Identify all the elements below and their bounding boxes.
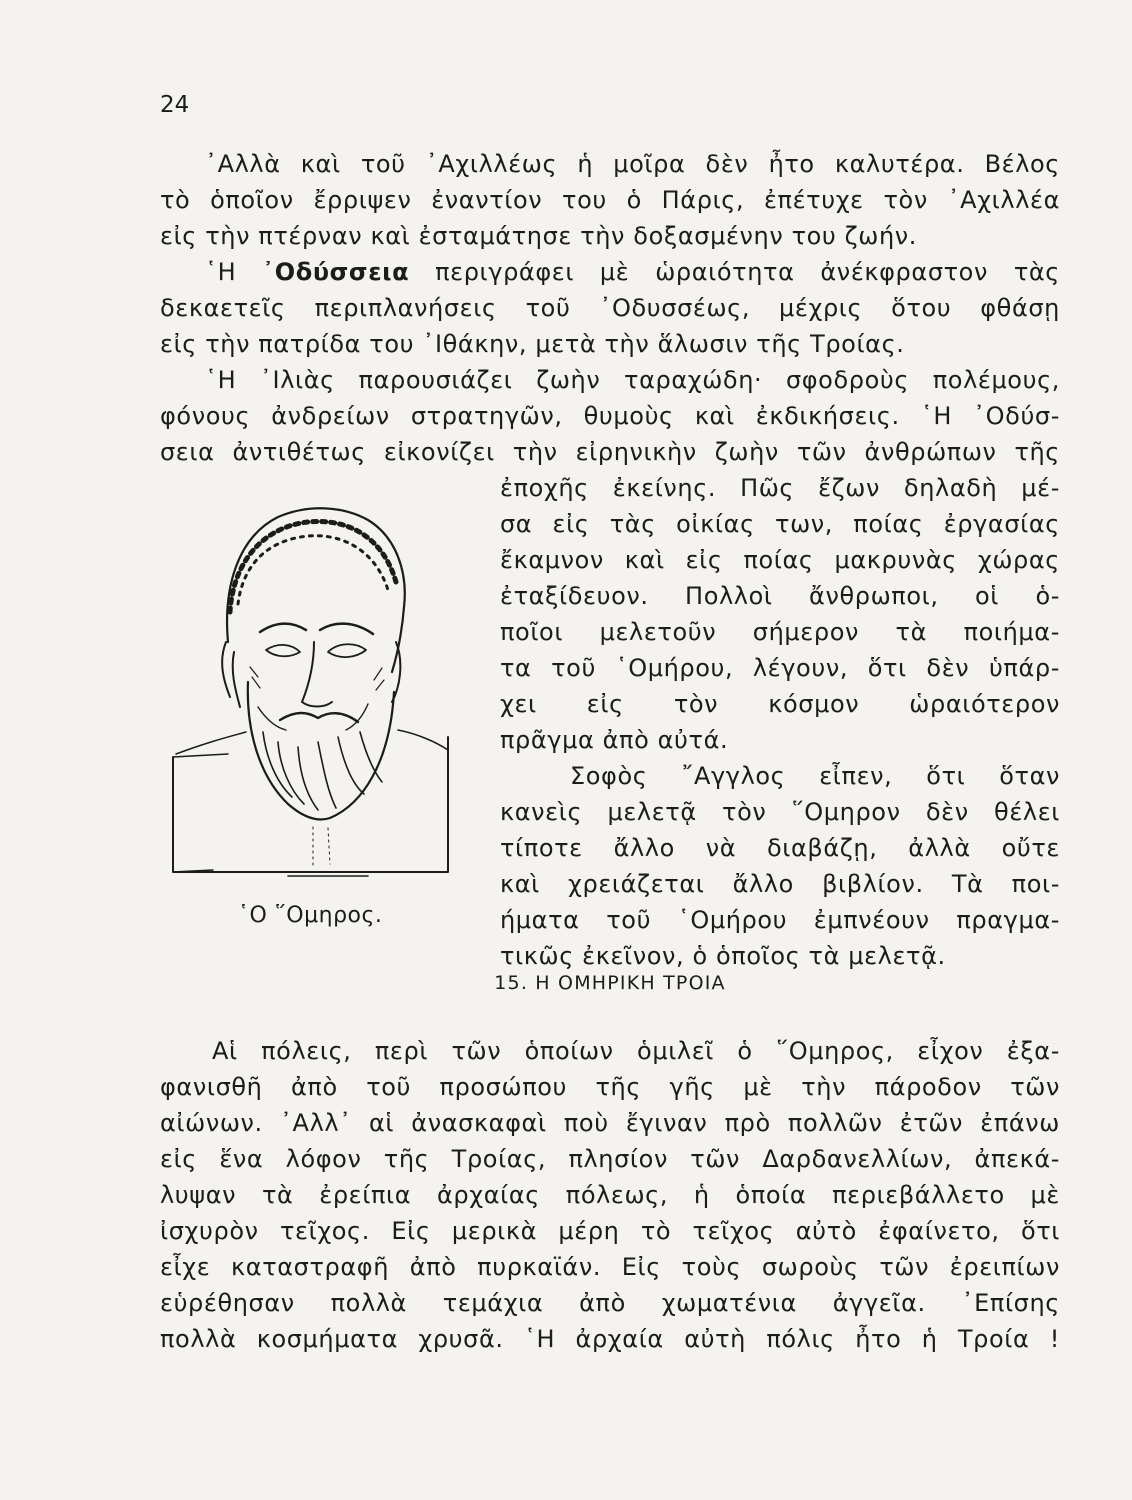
section-heading: 15. Η ΟΜΗΡΙΚΗ ΤΡΟΙΑ [494,972,726,994]
text-line: φόνους ἀνδρείων στρατηγῶν, θυμοὺς καὶ ἐκδικήσεις. ῾Η ᾿Οδύσ- [160,402,1060,430]
text-line: πρᾶγμα ἀπὸ αὐτά. [500,726,729,754]
text-line: εἰς τὴν πτέρναν καὶ ἐσταμάτησε τὴν δοξασμένην του ζωήν. [160,222,918,250]
text-line: ἐποχῆς ἐκείνης. Πῶς ἔζων δηλαδὴ μέ- [500,474,1060,502]
text-line: ἰσχυρὸν τεῖχος. Εἰς μερικὰ μέρη τὸ τεῖχος αὐτὸ ἐφαίνετο, ὅτι [160,1217,1060,1245]
text-line: ἐταξίδευον. Πολλοὶ ἄνθρωποι, οἱ ὁ- [500,582,1060,610]
text-line: τίποτε ἄλλο νὰ διαβάζῃ, ἀλλὰ οὔτε [500,834,1060,862]
text-line: ποῖοι μελετοῦν σήμερον τὰ ποιήμα- [500,618,1060,646]
text-line: ᾿Αλλὰ καὶ τοῦ ᾿Αχιλλέως ἡ μοῖρα δὲν ἦτο καλυτέρα. Βέλος [205,150,1060,178]
text-line: τικῶς ἐκεῖνον, ὁ ὁποῖος τὰ μελετᾷ. [500,942,946,970]
text-line: δεκαετεῖς περιπλανήσεις τοῦ ᾿Οδυσσέως, μέχρις ὅτου φθάσῃ [160,294,1060,322]
text-line: Αἱ πόλεις, περὶ τῶν ὁποίων ὁμιλεῖ ὁ ῞Ομηρος, εἶχον ἐξα- [212,1037,1060,1065]
text-line: ήματα τοῦ ῾Ομήρου ἐμπνέουν πραγμα- [500,906,1060,934]
page-number: 24 [160,92,190,118]
odyssey-line [205,255,1060,289]
odyssey-rest: περιγράφει μὲ ὡραιότητα ἀνέκφραστον τὰς [409,258,1060,286]
text-line: ῾Η ᾿Ιλιὰς παρουσιάζει ζωὴν ταραχώδη· σφοδροὺς πολέμους, [205,366,1060,394]
text-line: εὑρέθησαν πολλὰ τεμάχια ἀπὸ χωματένια ἀγγεῖα. ᾿Επίσης [160,1289,1060,1317]
text-line: Σοφὸς ῎Αγγλος εἶπεν, ὅτι ὅταν [570,762,1060,790]
text-line: λυψαν τὰ ἐρείπια ἀρχαίας πόλεως, ἡ ὁποία περιεβάλλετο μὲ [160,1181,1060,1209]
text-line: τὸ ὁποῖον ἔρριψεν ἐναντίον του ὁ Πάρις, ἐπέτυχε τὸν ᾿Αχιλλέα [160,186,1060,214]
text-line: σα εἰς τὰς οἰκίας των, ποίας ἐργασίας [500,510,1060,538]
homer-bust-icon [168,492,458,887]
text-line: ἔκαμνον καὶ εἰς ποίας μακρυνὰς χώρας [500,546,1060,574]
figure-caption: ῾Ο ῞Ομηρος. [238,903,383,928]
text-line: εἰς ἕνα λόφον τῆς Τροίας, πλησίον τῶν Δαρδανελλίων, ἀπεκά- [160,1145,1060,1173]
text-line: φανισθῆ ἀπὸ τοῦ προσώπου τῆς γῆς μὲ τὴν πάροδον τῶν [160,1073,1060,1101]
text-line: εἶχε καταστραφῆ ἀπὸ πυρκαϊάν. Εἰς τοὺς σωροὺς τῶν ἐρειπίων [160,1253,1060,1281]
text-line: πολλὰ κοσμήματα χρυσᾶ. ῾Η ἀρχαία αὐτὴ πόλις ἦτο ἡ Τροία ! [160,1325,1060,1353]
text-line: εἰς τὴν πατρίδα του ᾿Ιθάκην, μετὰ τὴν ἅλωσιν τῆς Τροίας. [160,330,905,358]
text-line: κανεὶς μελετᾷ τὸν ῞Ομηρον δὲν θέλει [500,798,1060,826]
text-line: χει εἰς τὸν κόσμον ὡραιότερον [500,690,1060,718]
odyssey-title: ᾿Οδύσσεια [262,258,410,286]
text-line: τα τοῦ ῾Ομήρου, λέγουν, ὅτι δὲν ὑπάρ- [500,654,1060,682]
text-line: σεια ἀντιθέτως εἰκονίζει τὴν εἰρηνικὴν ζωὴν τῶν ἀνθρώπων τῆς [160,438,1060,466]
text-line: αἰώνων. ᾿Αλλ᾿ αἱ ἀνασκαφαὶ ποὺ ἔγιναν πρὸ πολλῶν ἐτῶν ἐπάνω [160,1109,1060,1137]
text-line: καὶ χρειάζεται ἄλλο βιβλίον. Τὰ ποι- [500,870,1060,898]
odyssey-prefix: ῾Η [205,258,263,286]
